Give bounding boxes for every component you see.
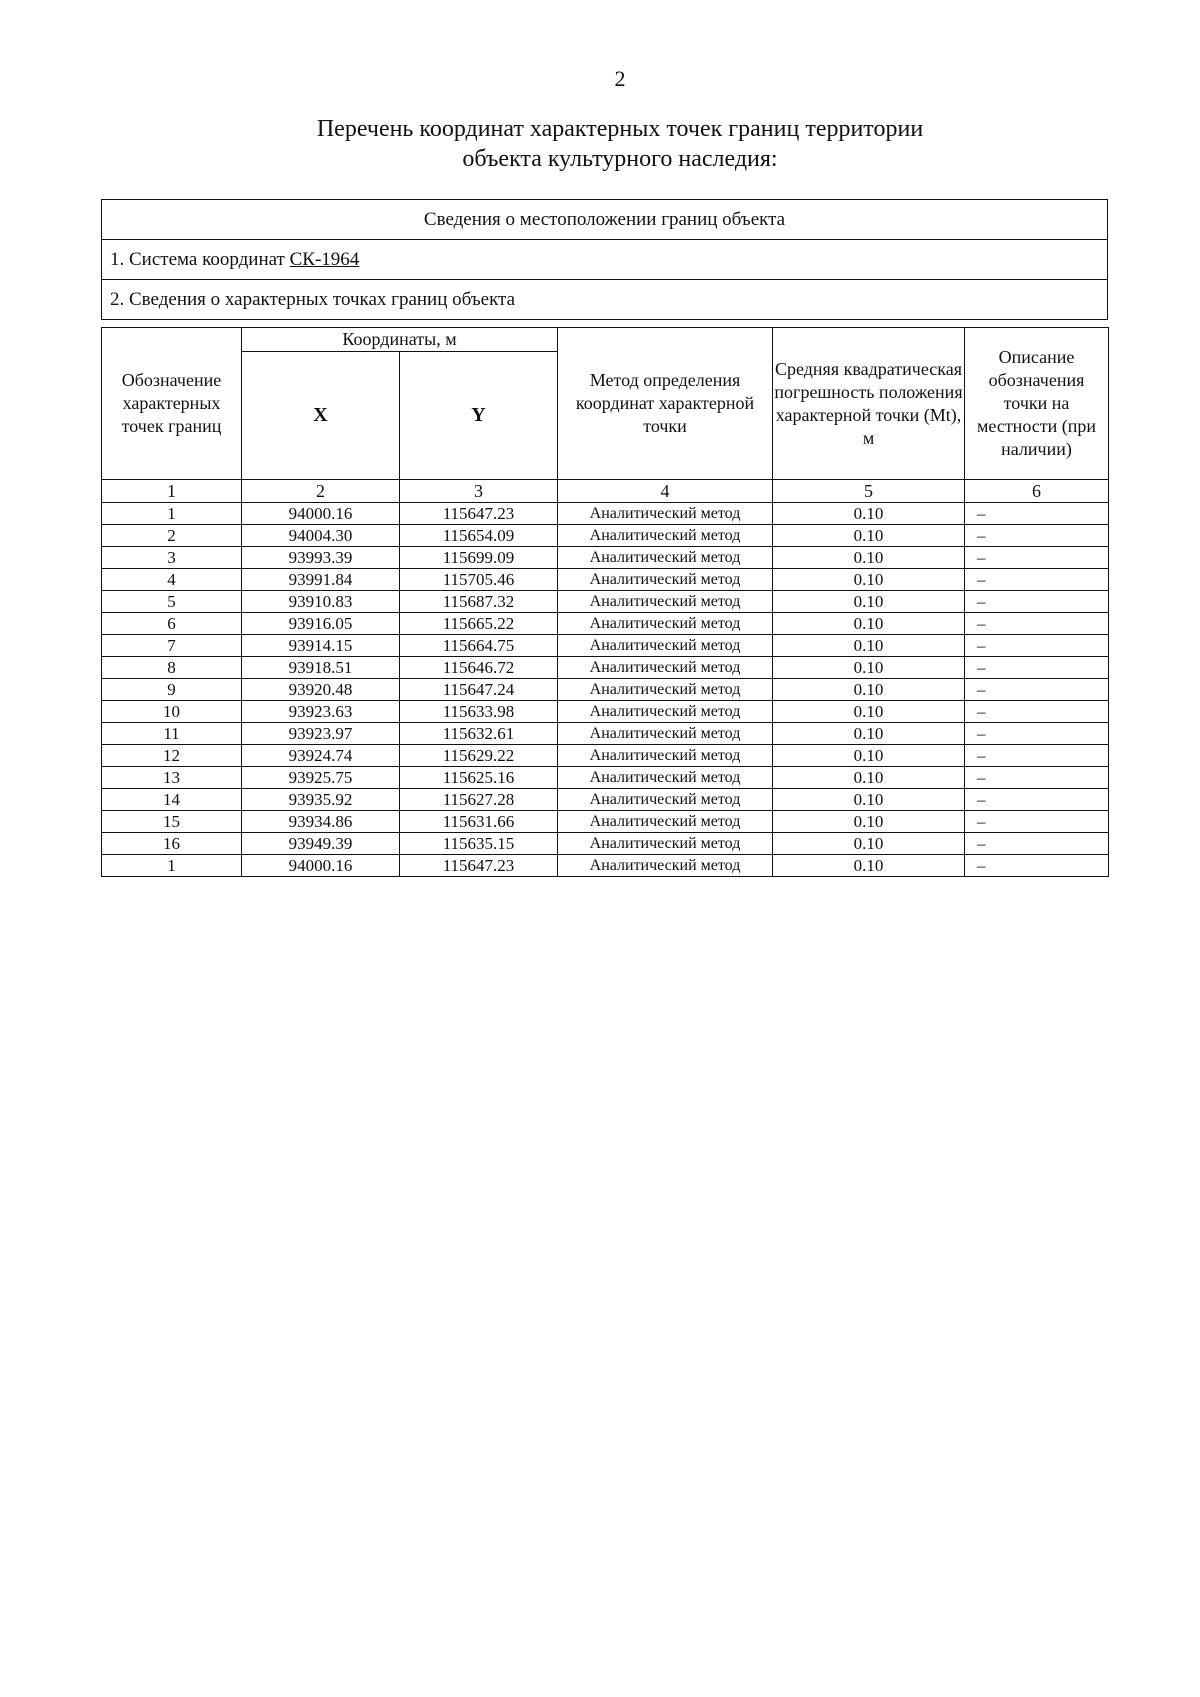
x-cell: 93918.51 <box>242 657 400 679</box>
description-cell: – <box>965 767 1109 789</box>
description-cell: – <box>965 635 1109 657</box>
method-cell: Аналитический метод <box>558 547 773 569</box>
error-cell: 0.10 <box>773 855 965 877</box>
x-cell: 93993.39 <box>242 547 400 569</box>
page-title-line-2: объекта культурного наследия: <box>462 146 778 172</box>
column-number: 4 <box>558 480 773 503</box>
point-cell: 12 <box>102 745 242 767</box>
x-cell: 93934.86 <box>242 811 400 833</box>
error-cell: 0.10 <box>773 657 965 679</box>
method-cell: Аналитический метод <box>558 723 773 745</box>
column-number: 3 <box>400 480 558 503</box>
x-cell: 93949.39 <box>242 833 400 855</box>
method-cell: Аналитический метод <box>558 635 773 657</box>
table-row <box>102 635 1109 657</box>
table-row <box>102 811 1109 833</box>
header-point-designation: Обозначение характерных точек границ <box>102 328 242 480</box>
error-cell: 0.10 <box>773 811 965 833</box>
error-cell: 0.10 <box>773 789 965 811</box>
y-cell: 115646.72 <box>400 657 558 679</box>
error-cell: 0.10 <box>773 569 965 591</box>
y-cell: 115654.09 <box>400 525 558 547</box>
method-cell: Аналитический метод <box>558 591 773 613</box>
table-row <box>102 503 1109 525</box>
error-cell: 0.10 <box>773 635 965 657</box>
x-cell: 93991.84 <box>242 569 400 591</box>
point-cell: 4 <box>102 569 242 591</box>
coord-system-row <box>102 240 1107 280</box>
x-cell: 93925.75 <box>242 767 400 789</box>
description-cell: – <box>965 811 1109 833</box>
method-cell: Аналитический метод <box>558 811 773 833</box>
y-cell: 115629.22 <box>400 745 558 767</box>
error-cell: 0.10 <box>773 503 965 525</box>
header-method: Метод определения координат характерной точки <box>558 328 773 480</box>
error-cell: 0.10 <box>773 701 965 723</box>
column-number: 6 <box>965 480 1109 503</box>
y-cell: 115665.22 <box>400 613 558 635</box>
method-cell: Аналитический метод <box>558 767 773 789</box>
description-cell: – <box>965 745 1109 767</box>
table-row <box>102 569 1109 591</box>
description-cell: – <box>965 591 1109 613</box>
method-cell: Аналитический метод <box>558 569 773 591</box>
description-cell: – <box>965 679 1109 701</box>
point-cell: 6 <box>102 613 242 635</box>
table-row <box>102 723 1109 745</box>
y-cell: 115687.32 <box>400 591 558 613</box>
method-cell: Аналитический метод <box>558 833 773 855</box>
method-cell: Аналитический метод <box>558 679 773 701</box>
y-cell: 115635.15 <box>400 833 558 855</box>
point-cell: 13 <box>102 767 242 789</box>
y-cell: 115705.46 <box>400 569 558 591</box>
y-cell: 115625.16 <box>400 767 558 789</box>
table-row <box>102 767 1109 789</box>
x-cell: 93910.83 <box>242 591 400 613</box>
x-cell: 93920.48 <box>242 679 400 701</box>
x-cell: 93923.63 <box>242 701 400 723</box>
description-cell: – <box>965 525 1109 547</box>
point-cell: 1 <box>102 855 242 877</box>
description-cell: – <box>965 701 1109 723</box>
point-cell: 11 <box>102 723 242 745</box>
header-coordinates: Координаты, м <box>242 328 558 352</box>
coordinates-table-body <box>102 503 1109 877</box>
description-cell: – <box>965 569 1109 591</box>
method-cell: Аналитический метод <box>558 855 773 877</box>
table-row <box>102 833 1109 855</box>
point-cell: 16 <box>102 833 242 855</box>
column-number: 1 <box>102 480 242 503</box>
header-y: Y <box>400 352 558 480</box>
description-cell: – <box>965 657 1109 679</box>
x-cell: 93935.92 <box>242 789 400 811</box>
table-row <box>102 547 1109 569</box>
column-number: 2 <box>242 480 400 503</box>
table-row <box>102 613 1109 635</box>
table-row <box>102 679 1109 701</box>
error-cell: 0.10 <box>773 613 965 635</box>
header-error <box>773 328 965 480</box>
description-cell: – <box>965 613 1109 635</box>
error-cell: 0.10 <box>773 833 965 855</box>
method-cell: Аналитический метод <box>558 613 773 635</box>
points-header: 2. Сведения о характерных точках границ объекта <box>102 280 1107 320</box>
coord-system-label: 1. Система координат <box>110 249 290 270</box>
point-cell: 3 <box>102 547 242 569</box>
method-cell: Аналитический метод <box>558 745 773 767</box>
error-cell: 0.10 <box>773 723 965 745</box>
point-cell: 15 <box>102 811 242 833</box>
y-cell: 115631.66 <box>400 811 558 833</box>
x-cell: 93916.05 <box>242 613 400 635</box>
method-cell: Аналитический метод <box>558 701 773 723</box>
description-cell: – <box>965 503 1109 525</box>
column-number: 5 <box>773 480 965 503</box>
column-numbers-row <box>102 480 1109 503</box>
method-cell: Аналитический метод <box>558 503 773 525</box>
y-cell: 115647.23 <box>400 855 558 877</box>
table-row <box>102 657 1109 679</box>
error-cell: 0.10 <box>773 525 965 547</box>
description-cell: – <box>965 833 1109 855</box>
y-cell: 115647.23 <box>400 503 558 525</box>
method-cell: Аналитический метод <box>558 657 773 679</box>
section-header: Сведения о местоположении границ объекта <box>102 200 1107 240</box>
y-cell: 115647.24 <box>400 679 558 701</box>
table-row <box>102 701 1109 723</box>
y-cell: 115699.09 <box>400 547 558 569</box>
point-cell: 14 <box>102 789 242 811</box>
description-cell: – <box>965 547 1109 569</box>
page-number: 2 <box>614 66 626 91</box>
point-cell: 2 <box>102 525 242 547</box>
point-cell: 5 <box>102 591 242 613</box>
coordinates-table <box>101 327 1109 877</box>
y-cell: 115632.61 <box>400 723 558 745</box>
y-cell: 115627.28 <box>400 789 558 811</box>
table-row <box>102 525 1109 547</box>
header-error-text: Средняя квадратическая погрешность положения характерной точки (Mt), м <box>774 358 963 448</box>
x-cell: 93923.97 <box>242 723 400 745</box>
description-cell: – <box>965 855 1109 877</box>
header-description: Описание обозначения точки на местности (при наличии) <box>965 328 1109 480</box>
x-cell: 94004.30 <box>242 525 400 547</box>
table-row <box>102 591 1109 613</box>
page-title <box>0 114 1200 174</box>
x-cell: 94000.16 <box>242 855 400 877</box>
error-cell: 0.10 <box>773 767 965 789</box>
point-cell: 9 <box>102 679 242 701</box>
error-cell: 0.10 <box>773 679 965 701</box>
point-cell: 7 <box>102 635 242 657</box>
y-cell: 115633.98 <box>400 701 558 723</box>
table-row <box>102 789 1109 811</box>
error-cell: 0.10 <box>773 745 965 767</box>
method-cell: Аналитический метод <box>558 789 773 811</box>
table-row <box>102 855 1109 877</box>
description-cell: – <box>965 789 1109 811</box>
error-cell: 0.10 <box>773 547 965 569</box>
description-cell: – <box>965 723 1109 745</box>
error-cell: 0.10 <box>773 591 965 613</box>
table-row <box>102 745 1109 767</box>
method-cell: Аналитический метод <box>558 525 773 547</box>
y-cell: 115664.75 <box>400 635 558 657</box>
x-cell: 94000.16 <box>242 503 400 525</box>
page-title-line-1: Перечень координат характерных точек границ территории <box>316 116 924 142</box>
boundary-info-frame <box>101 199 1108 320</box>
x-cell: 93914.15 <box>242 635 400 657</box>
point-cell: 1 <box>102 503 242 525</box>
coord-system-value: СК-1964 <box>289 249 360 270</box>
point-cell: 8 <box>102 657 242 679</box>
header-x: X <box>242 352 400 480</box>
point-cell: 10 <box>102 701 242 723</box>
x-cell: 93924.74 <box>242 745 400 767</box>
